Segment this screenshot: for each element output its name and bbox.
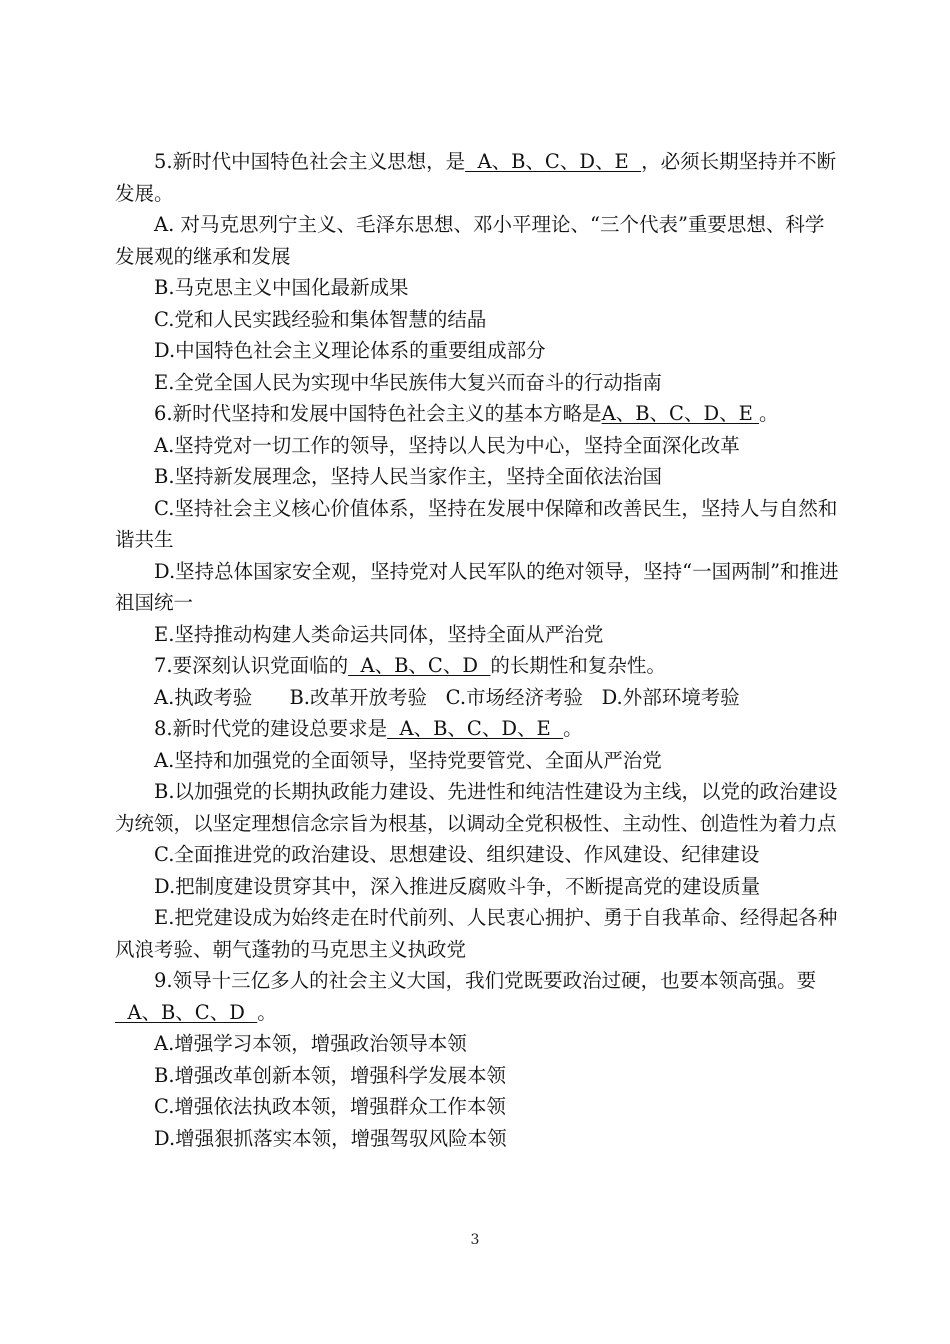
- question-8-option-c: C.全面推进党的政治建设、思想建设、组织建设、作风建设、纪律建设: [154, 843, 760, 866]
- question-6-option-c: C.坚持社会主义核心价值体系，坚持在发展中保障和改善民生，坚持人与自然和谐共生: [115, 496, 838, 551]
- question-5-option-a: A. 对马克思列宁主义、毛泽东思想、邓小平理论、“三个代表”重要思想、科学发展观的继承和发展: [115, 213, 825, 268]
- question-6-stem: [115, 398, 839, 430]
- question-5-text: 5.新时代中国特色社会主义思想，是: [154, 150, 466, 173]
- question-8-option-b: B.以加强党的长期执政能力建设、先进性和纯洁性建设为主线，以党的政治建设为统领，以坚定理想信念宗旨为根基，以调动全党积极性、主动性、创造性为着力点: [115, 780, 838, 835]
- question-9-option-c: C.增强依法执政本领，增强群众工作本领: [154, 1095, 506, 1118]
- question-5-option-b: B.马克思主义中国化最新成果: [154, 276, 409, 299]
- question-9-option-a: A.增强学习本领，增强政治领导本领: [154, 1032, 467, 1055]
- question-7-stem: [115, 650, 839, 682]
- question-6-option-e: E.坚持推动构建人类命运共同体，坚持全面从严治党: [154, 622, 604, 646]
- question-5-option-d: D.中国特色社会主义理论体系的重要组成部分: [154, 339, 546, 362]
- question-8-text-end: 。: [563, 717, 583, 740]
- question-5-answer: A、B、C、D、E: [465, 150, 642, 173]
- question-8-option-a: A.坚持和加强党的全面领导，坚持党要管党、全面从严治党: [154, 748, 662, 772]
- question-9-option-d: D.增强狠抓落实本领，增强驾驭风险本领: [154, 1126, 507, 1150]
- question-7-options: A.执政考验 B.改革开放考验 C.市场经济考验 D.外部环境考验: [154, 685, 740, 709]
- question-8-text: 8.新时代党的建设总要求是: [154, 717, 388, 740]
- question-8-stem: [115, 713, 839, 745]
- question-5-option-e: E.全党全国人民为实现中华民族伟大复兴而奋斗的行动指南: [154, 370, 662, 394]
- question-list: [115, 146, 839, 1154]
- question-5-stem: [115, 146, 839, 209]
- question-6-text-end: 。: [759, 402, 779, 425]
- question-7-answer: A、B、C、D: [348, 654, 491, 677]
- question-6-text: 6.新时代坚持和发展中国特色社会主义的基本方略是: [154, 402, 602, 425]
- question-9-option-b: B.增强改革创新本领，增强科学发展本领: [154, 1063, 507, 1087]
- question-7-text: 7.要深刻认识党面临的: [154, 654, 349, 677]
- question-6-option-d: D.坚持总体国家安全观，坚持党对人民军队的绝对领导，坚持“一国两制”和推进祖国统一: [115, 559, 839, 614]
- question-6-option-b: B.坚持新发展理念，坚持人民当家作主，坚持全面依法治国: [154, 465, 663, 488]
- question-8-option-e: E.把党建设成为始终走在时代前列、人民衷心拥护、勇于自我革命、经得起各种风浪考验、朝气蓬勃的马克思主义执政党: [115, 906, 838, 961]
- question-8-answer: A、B、C、D、E: [387, 717, 564, 740]
- question-6-option-a: A.坚持党对一切工作的领导，坚持以人民为中心，坚持全面深化改革: [154, 433, 740, 457]
- question-5-option-c: C.党和人民实践经验和集体智慧的结晶: [154, 307, 487, 331]
- question-5-text-end: ，必须长期坚持并不断发展。: [115, 150, 837, 205]
- question-7-text-end: 的长期性和复杂性。: [490, 654, 666, 677]
- question-9-text-end: 。: [257, 1000, 277, 1024]
- question-9-stem: [115, 965, 839, 1028]
- question-9-text: 9.领导十三亿多人的社会主义大国，我们党既要政治过硬，也要本领高强。要: [154, 969, 817, 992]
- question-6-answer: A、B、C、D、E: [601, 402, 760, 425]
- question-9-answer: A、B、C、D: [115, 1000, 258, 1024]
- page-number: 3: [470, 1232, 480, 1248]
- question-8-option-d: D.把制度建设贯穿其中，深入推进反腐败斗争，不断提高党的建设质量: [154, 874, 761, 898]
